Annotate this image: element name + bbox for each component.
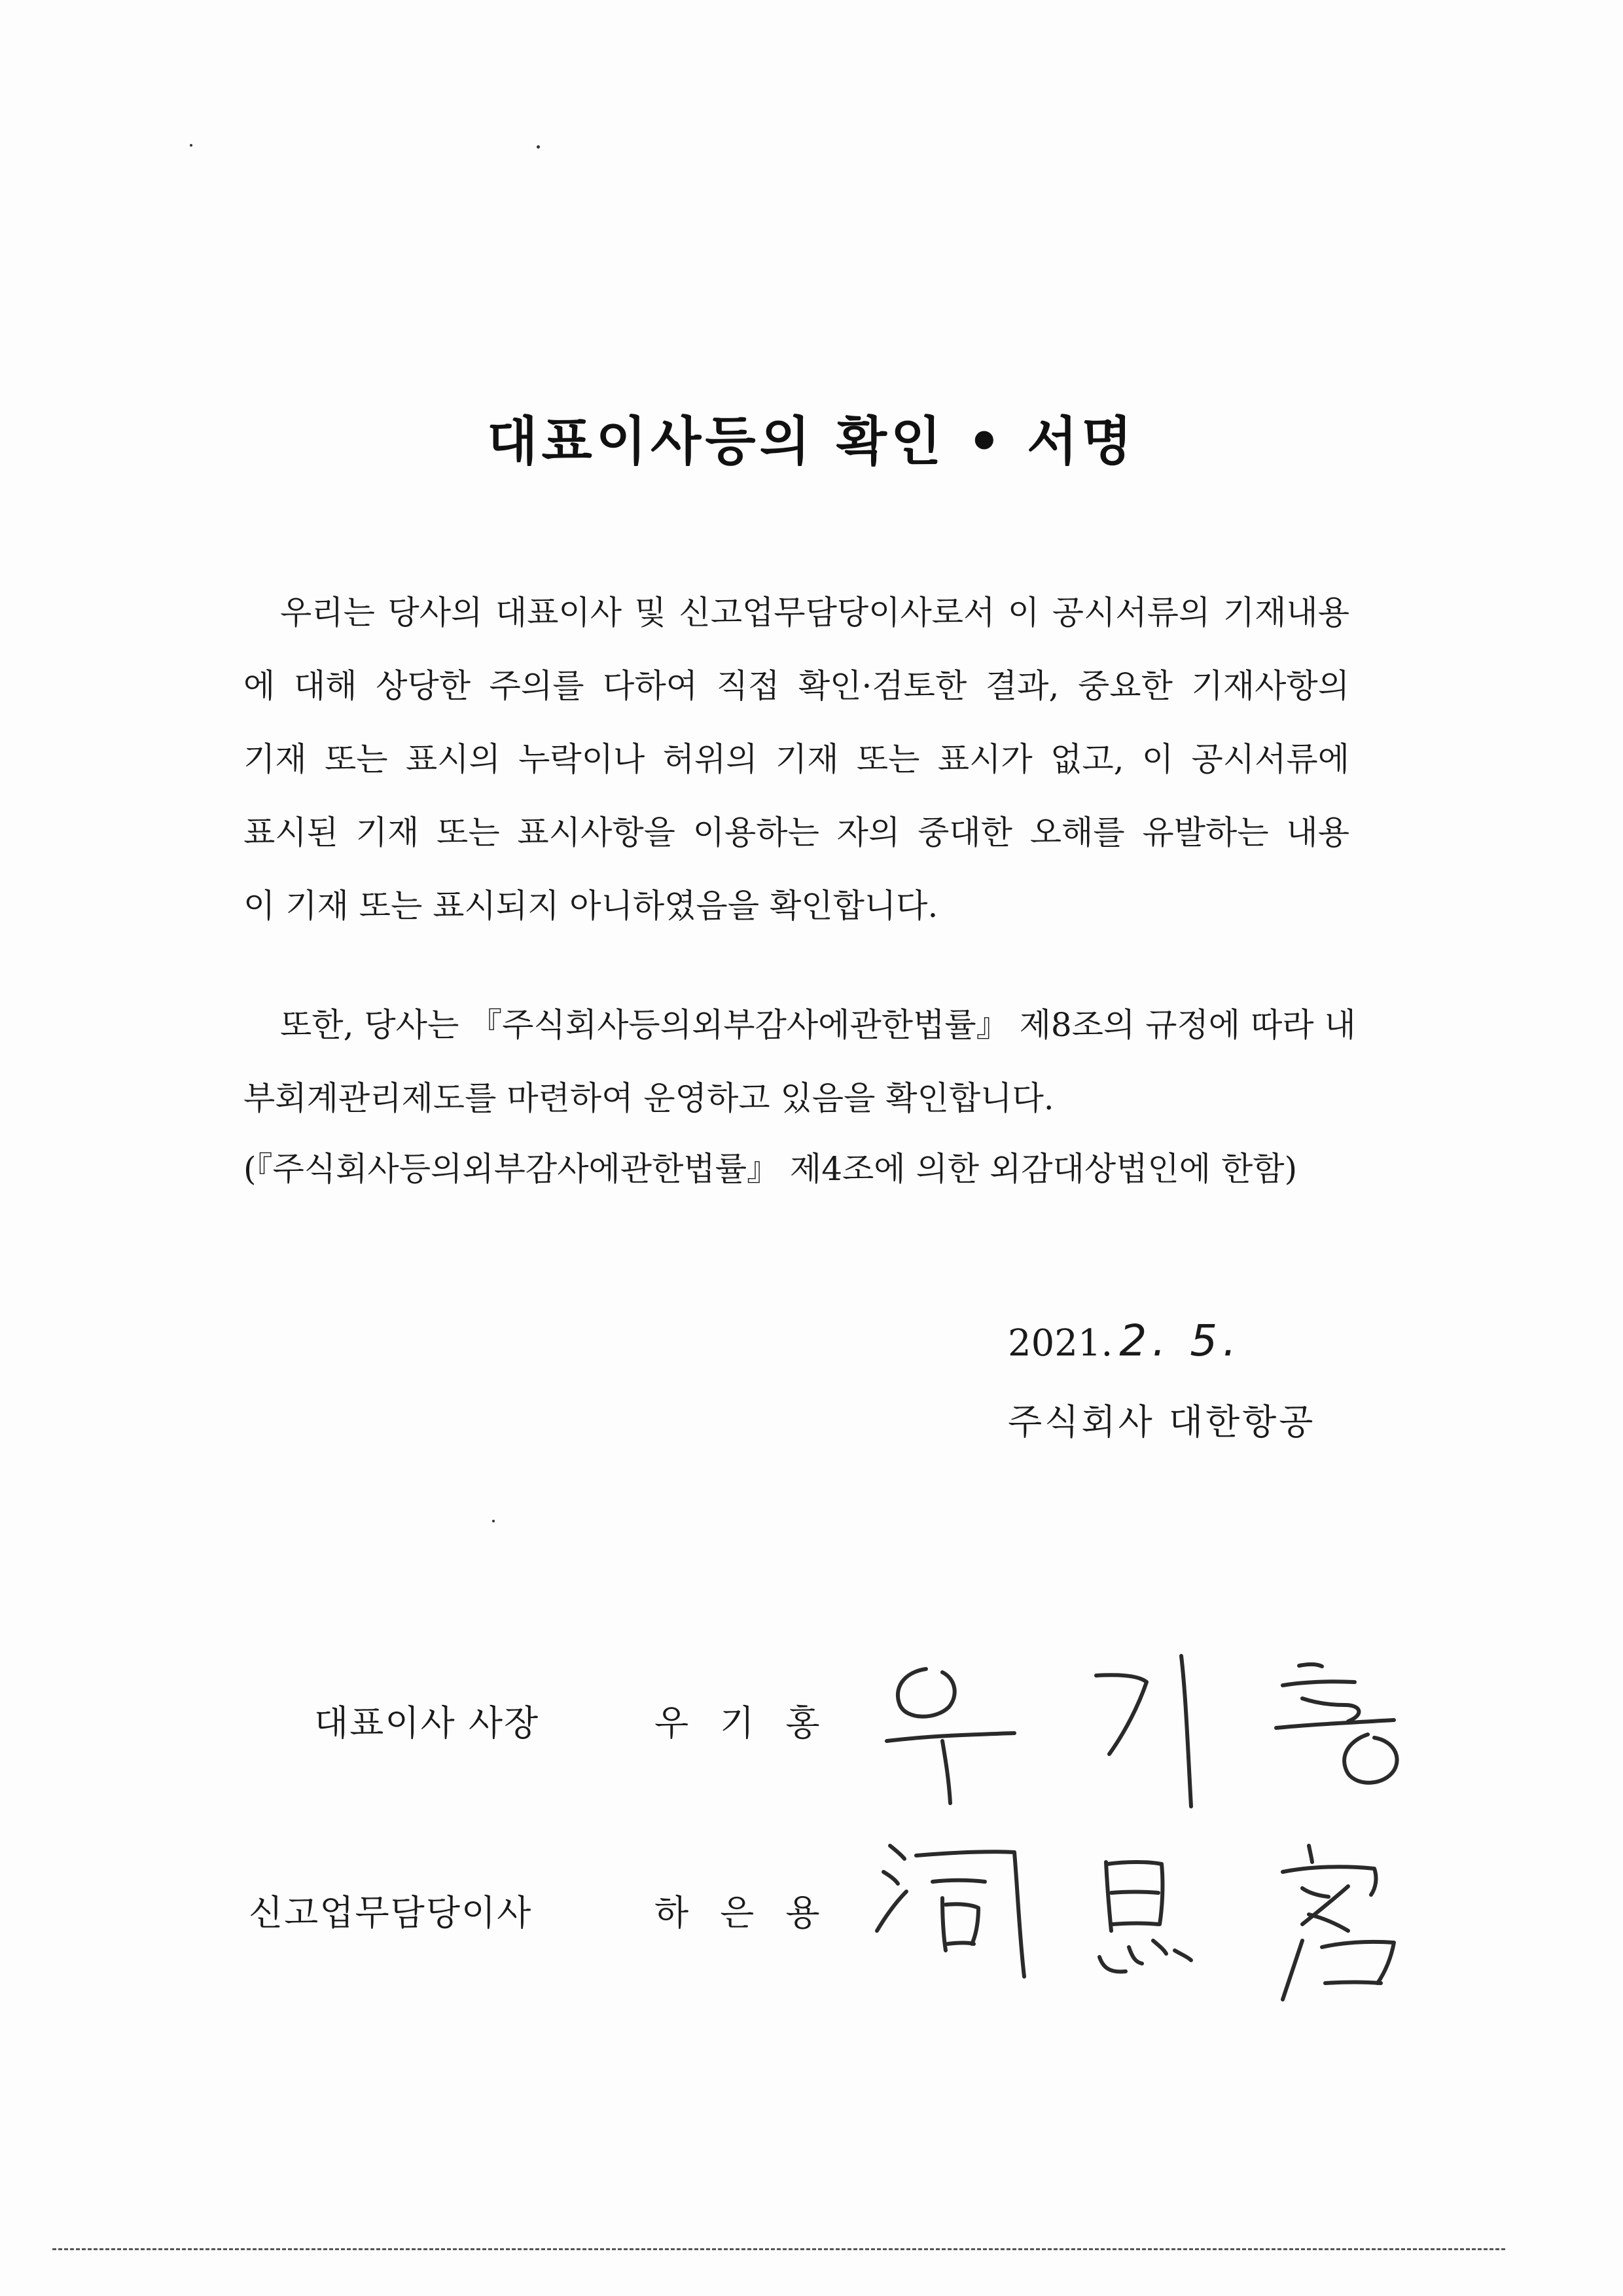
signatory-role: 신고업무담당이사 [249,1892,533,1933]
paragraph-line: 또한, 당사는 『주식회사등의외부감사에관한법률』 제8조의 규정에 따라 내 [280,1006,1356,1044]
signatory-role: 대표이사 사장 [314,1702,540,1744]
signatory-row [0,1833,1623,1964]
date-handwritten: 2. 5. [1119,1316,1242,1366]
document-title: 대표이사등의 확인 • 서명 [487,410,1136,472]
signing-date [1008,1316,1241,1366]
paragraph-line: 이 기재 또는 표시되지 아니하였음을 확인합니다. [243,887,938,925]
paragraph-line: 우리는 당사의 대표이사 및 신고업무담당이사로서 이 공시서류의 기재내용 [280,594,1349,632]
paragraph-line: 부회계관리제도를 마련하여 운영하고 있음을 확인합니다. [243,1079,1054,1117]
signatory-name: 하은용 [654,1892,851,1933]
scan-speck [537,145,540,149]
signatory-name: 우기홍 [654,1702,851,1744]
paragraph-line: 에 대해 상당한 주의를 다하여 직접 확인·검토한 결과, 중요한 기재사항의 [243,667,1349,705]
signatory-row [0,1643,1623,1774]
date-printed: 2021. [1008,1322,1113,1365]
internal-control-paragraph [243,988,1356,1135]
scope-note: (『주식회사등의외부감사에관한법률』 제4조에 의한 외감대상법인에 한함) [243,1150,1298,1188]
company-name: 주식회사 대한항공 [1008,1401,1316,1443]
scan-speck [190,144,192,147]
paragraph-line: 기재 또는 표시의 누락이나 허위의 기재 또는 표시가 없고, 이 공시서류에 [243,740,1349,778]
handwritten-signature [851,1833,1440,2003]
handwritten-signature [851,1643,1440,1813]
scan-speck [492,1520,495,1522]
paragraph-line: 표시된 기재 또는 표시사항을 이용하는 자의 중대한 오해를 유발하는 내용 [243,814,1349,852]
scan-edge-line [52,2248,1505,2250]
confirmation-paragraph [243,576,1349,942]
